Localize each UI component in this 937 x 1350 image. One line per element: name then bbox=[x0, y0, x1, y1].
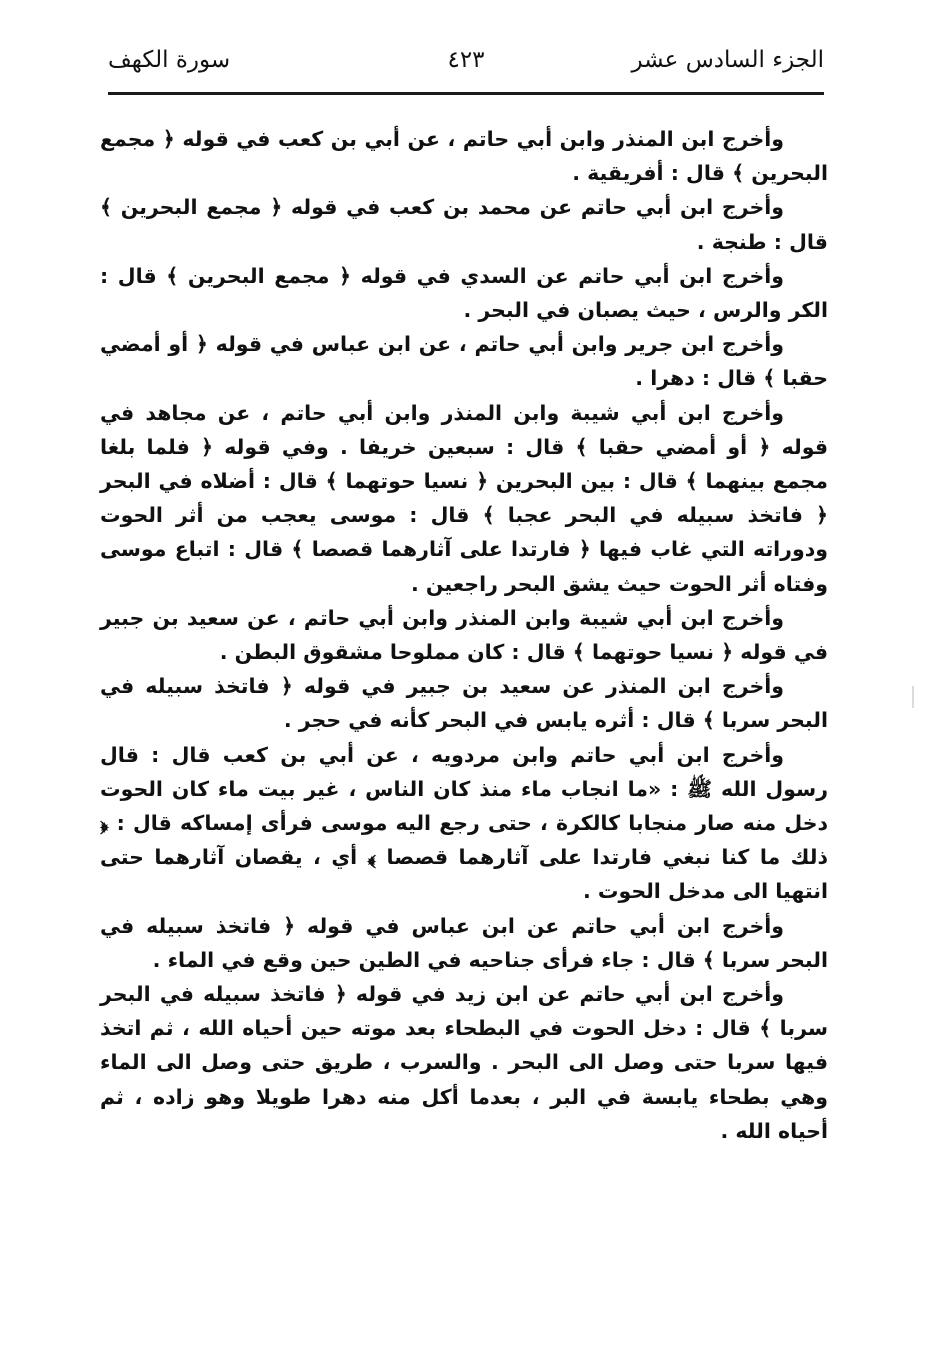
paragraph: وأخرج ابن المنذر وابن أبي حاتم ، عن أبي بن كعب في قوله ﴿ مجمع البحرين ﴾ قال : أفريقية . bbox=[100, 127, 828, 186]
paragraph: وأخرج ابن أبي حاتم عن ابن عباس في قوله ﴿ فاتخذ سبيله في البحر سربا ﴾ قال : جاء فرأى جناحيه في الطين حين وقع في الماء . bbox=[100, 913, 828, 972]
paragraph: وأخرج ابن أبي حاتم عن ابن زيد في قوله ﴿ فاتخذ سبيله في البحر سربا ﴾ قال : دخل الحوت في البطحاء بعد موته حين أحياه الله ، ثم اتخذ فيها سربا حتى وصل الى البحر . والسرب ، طريق حتى وصل الى الماء وهي بطحاء يابسة في البر ، بعدما أكل منه دهرا طويلا وهو زاده ، ثم أحياه الله . bbox=[100, 982, 828, 1143]
header-surah-title: سورة الكهف bbox=[108, 47, 231, 73]
paragraph: وأخرج ابن المنذر عن سعيد بن جبير في قوله ﴿ فاتخذ سبيله في البحر سربا ﴾ قال : أثره يابس في البحر كأنه في حجر . bbox=[100, 674, 828, 733]
paragraph: وأخرج ابن جرير وابن أبي حاتم ، عن ابن عباس في قوله ﴿ أو أمضي حقبا ﴾ قال : دهرا . bbox=[100, 332, 828, 391]
paragraph: وأخرج ابن أبي حاتم عن محمد بن كعب في قوله ﴿ مجمع البحرين ﴾ قال : طنجة . bbox=[100, 195, 828, 254]
header-page-number: ٤٢٣ bbox=[447, 47, 485, 73]
paragraph: وأخرج ابن أبي شيبة وابن المنذر وابن أبي حاتم ، عن سعيد بن جبير في قوله ﴿ نسيا حوتهما ﴾ قال : كان مملوحا مشقوق البطن . bbox=[100, 605, 828, 665]
header-part-title: الجزء السادس عشر bbox=[631, 47, 824, 73]
header-rule bbox=[108, 92, 824, 95]
scan-margin-mark bbox=[912, 686, 914, 708]
page-header bbox=[108, 40, 824, 90]
paragraph: وأخرج ابن أبي حاتم وابن مردويه ، عن أبي بن كعب قال : قال رسول الله ﷺ : «ما انجاب ماء منذ كان الناس ، غير بيت ماء كان الحوت دخل منه صار منجابا كالكرة ، حتى رجع اليه موسى فرأى إمساكه قال : ﴿ ذلك ما كنا نبغي فارتدا على آثارهما قصصا ﴾ أي ، يقصان آثارهما حتى انتهيا الى مدخل الحوت . bbox=[100, 742, 828, 904]
paragraph: وأخرج ابن أبي حاتم عن السدي في قوله ﴿ مجمع البحرين ﴾ قال : الكر والرس ، حيث يصبان في البحر . bbox=[100, 263, 828, 323]
page-body bbox=[100, 122, 828, 1148]
paragraph: وأخرج ابن أبي شيبة وابن المنذر وابن أبي حاتم ، عن مجاهد في قوله ﴿ أو أمضي حقبا ﴾ قال : سبعين خريفا . وفي قوله ﴿ فلما بلغا مجمع بينهما ﴾ قال : بين البحرين ﴿ نسيا حوتهما ﴾ قال : أضلاه في البحر ﴿ فاتخذ سبيله في البحر عجبا ﴾ قال : موسى يعجب من أثر الحوت ودوراته التي غاب فيها ﴿ فارتدا على آثارهما قصصا ﴾ قال : اتباع موسى وفتاه أثر الحوت حيث يشق البحر راجعين . bbox=[100, 400, 828, 596]
